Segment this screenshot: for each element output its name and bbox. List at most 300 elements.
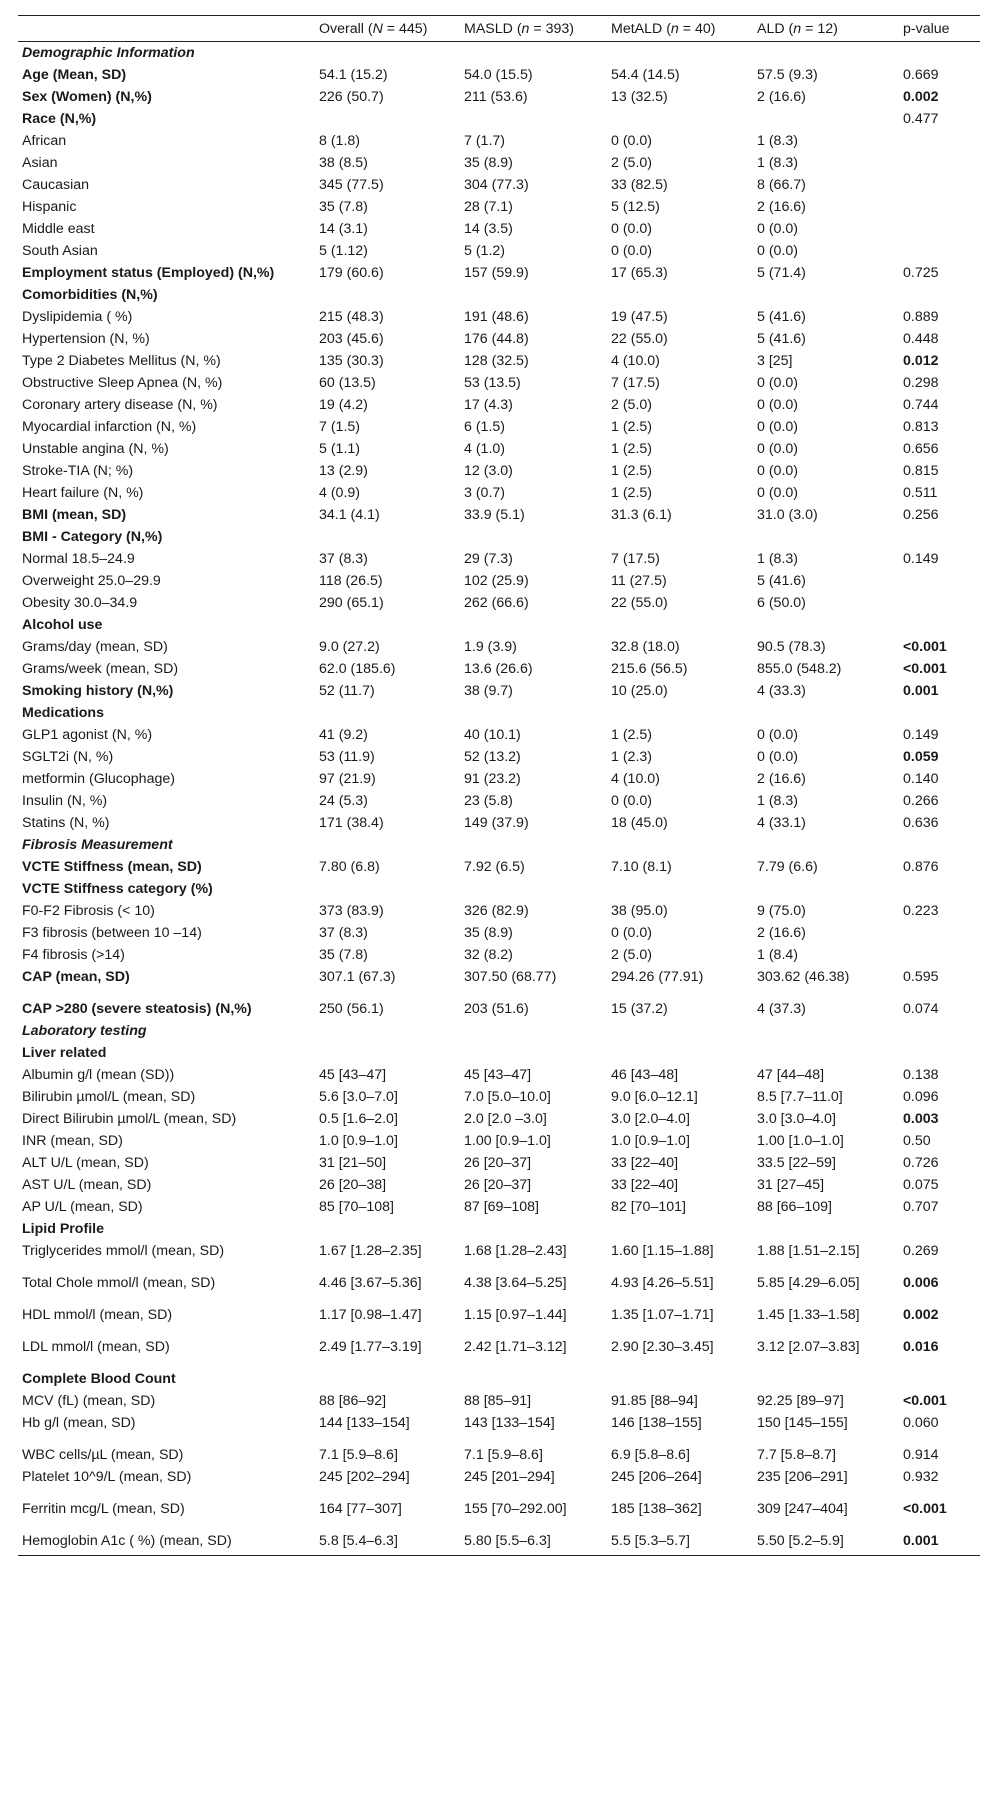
cell-overall: 45 [43–47] (319, 1067, 387, 1083)
cell-masld: 17 (4.3) (464, 397, 513, 413)
cell-overall: 31 [21–50] (319, 1155, 387, 1171)
cell-pvalue (899, 218, 980, 240)
cell-ald: 2 (16.6) (757, 771, 806, 787)
header-masld-pre: MASLD ( (464, 21, 522, 37)
cell-ald: 33.5 [22–59] (757, 1155, 836, 1171)
cell-masld: 2.0 [2.0 –3.0] (464, 1111, 547, 1127)
cell-masld: 33.9 (5.1) (464, 507, 525, 523)
table-row (18, 416, 980, 438)
row-label: CAP (mean, SD) (22, 969, 130, 985)
header-blank (18, 16, 315, 42)
cell-ald (753, 284, 899, 306)
header-pvalue: p-value (899, 16, 980, 42)
row-label: Alcohol use (22, 617, 103, 633)
cell-masld: 88 [85–91] (464, 1393, 532, 1409)
row-label: Normal 18.5–24.9 (22, 551, 135, 567)
table-row (18, 658, 980, 680)
cell-masld: 304 (77.3) (464, 177, 529, 193)
cell-masld: 3 (0.7) (464, 485, 506, 501)
cell-metald: 1.60 [1.15–1.88] (611, 1243, 714, 1259)
cell-ald: 92.25 [89–97] (757, 1393, 844, 1409)
cell-metald (607, 526, 753, 548)
row-label: Asian (22, 155, 58, 171)
cell-pvalue: 0.726 (903, 1155, 939, 1171)
cell-masld (460, 108, 607, 130)
cell-overall: 54.1 (15.2) (319, 67, 388, 83)
cell-pvalue: 0.266 (903, 793, 939, 809)
row-label: Grams/day (mean, SD) (22, 639, 168, 655)
cell-overall: 26 [20–38] (319, 1177, 387, 1193)
cell-metald: 4 (10.0) (611, 353, 660, 369)
cell-masld: 2.42 [1.71–3.12] (464, 1339, 567, 1355)
cell-ald (753, 108, 899, 130)
cell-masld: 149 (37.9) (464, 815, 529, 831)
row-label: Middle east (22, 221, 95, 237)
cell-ald: 4 (33.1) (757, 815, 806, 831)
cell-ald: 0 (0.0) (757, 463, 799, 479)
cell-overall: 37 (8.3) (319, 925, 368, 941)
header-ald-pre: ALD ( (757, 21, 794, 37)
cell-ald: 0 (0.0) (757, 485, 799, 501)
cell-metald: 2.90 [2.30–3.45] (611, 1339, 714, 1355)
cell-masld: 7.1 [5.9–8.6] (464, 1447, 543, 1463)
cell-overall: 307.1 (67.3) (319, 969, 396, 985)
cell-pvalue: 0.448 (903, 331, 939, 347)
row-label: HDL mmol/l (mean, SD) (22, 1307, 173, 1323)
row-label: Liver related (22, 1045, 107, 1061)
cell-metald (607, 834, 753, 856)
cell-pvalue: 0.149 (903, 551, 939, 567)
cell-pvalue (899, 944, 980, 966)
cell-overall (315, 1020, 460, 1042)
cell-pvalue: 0.269 (903, 1243, 939, 1259)
cell-pvalue: 0.016 (903, 1339, 939, 1355)
table-row (18, 482, 980, 504)
cell-ald: 150 [145–155] (757, 1415, 848, 1431)
table-row (18, 834, 980, 856)
cell-pvalue (899, 526, 980, 548)
cell-metald: 33 [22–40] (611, 1155, 679, 1171)
cell-ald: 1.88 [1.51–2.15] (757, 1243, 860, 1259)
cell-masld (460, 614, 607, 636)
cell-masld: 12 (3.0) (464, 463, 513, 479)
cell-metald: 0 (0.0) (611, 133, 653, 149)
cell-overall (315, 834, 460, 856)
cell-pvalue: 0.140 (903, 771, 939, 787)
cell-masld: 40 (10.1) (464, 727, 521, 743)
cell-metald: 294.26 (77.91) (611, 969, 704, 985)
row-label: Albumin g/l (mean (SD)) (22, 1067, 175, 1083)
cell-pvalue: 0.059 (903, 749, 939, 765)
cell-masld: 4 (1.0) (464, 441, 506, 457)
cell-pvalue (899, 878, 980, 900)
cell-overall: 34.1 (4.1) (319, 507, 380, 523)
cell-masld: 32 (8.2) (464, 947, 513, 963)
table-row (18, 856, 980, 878)
cell-masld: 7 (1.7) (464, 133, 506, 149)
cell-ald: 7.7 [5.8–8.7] (757, 1447, 836, 1463)
table-row (18, 570, 980, 592)
table-row (18, 1108, 980, 1130)
cell-ald (753, 1020, 899, 1042)
row-label: Demographic Information (22, 45, 195, 61)
table-row (18, 702, 980, 724)
cell-ald: 7.79 (6.6) (757, 859, 818, 875)
cell-overall: 164 [77–307] (319, 1501, 402, 1517)
cell-ald (753, 702, 899, 724)
cell-overall: 97 (21.9) (319, 771, 376, 787)
table-row (18, 1218, 980, 1240)
cell-metald: 18 (45.0) (611, 815, 668, 831)
cell-overall (315, 702, 460, 724)
table-row (18, 1272, 980, 1304)
table-row (18, 42, 980, 65)
cell-masld: 203 (51.6) (464, 1001, 529, 1017)
cell-pvalue: 0.075 (903, 1177, 939, 1193)
cell-pvalue (899, 834, 980, 856)
cell-masld: 102 (25.9) (464, 573, 529, 589)
header-ald (753, 16, 899, 42)
row-label: F4 fibrosis (>14) (22, 947, 125, 963)
cell-masld: 7.0 [5.0–10.0] (464, 1089, 551, 1105)
cell-pvalue: 0.001 (899, 1530, 980, 1556)
row-label: Fibrosis Measurement (22, 837, 173, 853)
cell-overall: 41 (9.2) (319, 727, 368, 743)
table-row (18, 614, 980, 636)
cell-metald (607, 1218, 753, 1240)
cell-metald: 0 (0.0) (611, 221, 653, 237)
cell-masld: 128 (32.5) (464, 353, 529, 369)
row-label: Complete Blood Count (22, 1371, 176, 1387)
cell-overall: 250 (56.1) (319, 1001, 384, 1017)
cell-ald: 1.45 [1.33–1.58] (757, 1307, 860, 1323)
cell-ald: 5.50 [5.2–5.9] (753, 1530, 899, 1556)
cell-pvalue: 0.50 (903, 1133, 931, 1149)
header-overall-n: N (372, 21, 383, 37)
cell-overall: 9.0 (27.2) (319, 639, 380, 655)
cell-pvalue: 0.298 (903, 375, 939, 391)
cell-metald: 19 (47.5) (611, 309, 668, 325)
cell-metald: 11 (27.5) (611, 573, 667, 589)
cell-metald: 15 (37.2) (611, 1001, 668, 1017)
cell-masld: 1.00 [0.9–1.0] (464, 1133, 551, 1149)
cell-ald: 0 (0.0) (757, 397, 799, 413)
cell-ald: 47 [44–48] (757, 1067, 825, 1083)
cell-masld: 176 (44.8) (464, 331, 529, 347)
table-row (18, 1240, 980, 1272)
cell-overall: 60 (13.5) (319, 375, 376, 391)
cell-metald: 22 (55.0) (611, 595, 668, 611)
cell-overall: 1.17 [0.98–1.47] (319, 1307, 422, 1323)
cell-pvalue: 0.813 (903, 419, 939, 435)
cell-masld: 13.6 (26.6) (464, 661, 533, 677)
header-masld-post: = 393) (529, 21, 575, 37)
cell-metald: 1 (2.5) (611, 727, 653, 743)
table-row (18, 922, 980, 944)
cell-overall: 52 (11.7) (319, 683, 375, 699)
cell-masld (460, 702, 607, 724)
table-row (18, 1020, 980, 1042)
header-ald-n: n (793, 21, 802, 37)
header-metald (607, 16, 753, 42)
row-label: CAP >280 (severe steatosis) (N,%) (22, 1001, 252, 1017)
cell-masld: 38 (9.7) (464, 683, 513, 699)
row-label: Direct Bilirubin µmol/L (mean, SD) (22, 1111, 237, 1127)
row-label: SGLT2i (N, %) (22, 749, 114, 765)
row-label: F3 fibrosis (between 10 –14) (22, 925, 202, 941)
cell-pvalue: 0.138 (903, 1067, 939, 1083)
cell-pvalue: <0.001 (903, 1393, 947, 1409)
cell-metald: 82 [70–101] (611, 1199, 686, 1215)
row-label: Obesity 30.0–34.9 (22, 595, 138, 611)
cell-masld (460, 878, 607, 900)
cell-pvalue: 0.669 (903, 67, 939, 83)
cell-ald: 3 [25] (757, 353, 793, 369)
cell-metald (607, 878, 753, 900)
cell-ald (753, 614, 899, 636)
cell-overall: 373 (83.9) (319, 903, 384, 919)
cell-masld: 5.80 [5.5–6.3] (460, 1530, 607, 1556)
table-row (18, 1174, 980, 1196)
cell-masld: 155 [70–292.00] (464, 1501, 567, 1517)
row-label: WBC cells/µL (mean, SD) (22, 1447, 184, 1463)
row-label: African (22, 133, 67, 149)
cell-pvalue: 0.707 (903, 1199, 939, 1215)
cell-ald: 9 (75.0) (757, 903, 806, 919)
cell-ald (753, 526, 899, 548)
table-row (18, 130, 980, 152)
cell-ald: 31 [27–45] (757, 1177, 825, 1193)
cell-metald: 6.9 [5.8–8.6] (611, 1447, 690, 1463)
cell-pvalue: 0.636 (903, 815, 939, 831)
cell-overall: 1.67 [1.28–2.35] (319, 1243, 422, 1259)
cell-ald: 4 (33.3) (757, 683, 806, 699)
cell-overall: 53 (11.9) (319, 749, 375, 765)
cell-ald: 1 (8.3) (757, 133, 799, 149)
cell-overall: 5.8 [5.4–6.3] (315, 1530, 460, 1556)
table-row (18, 1390, 980, 1412)
cell-pvalue: 0.656 (903, 441, 939, 457)
row-label: Hemoglobin A1c ( %) (mean, SD) (18, 1530, 315, 1556)
cell-masld (460, 1042, 607, 1064)
cell-metald: 7.10 (8.1) (611, 859, 672, 875)
row-label: Unstable angina (N, %) (22, 441, 169, 457)
cell-overall (315, 1218, 460, 1240)
cell-overall: 245 [202–294] (319, 1469, 410, 1485)
cell-masld: 53 (13.5) (464, 375, 521, 391)
cell-pvalue (899, 592, 980, 614)
cell-masld (460, 834, 607, 856)
cell-masld: 5 (1.2) (464, 243, 506, 259)
cell-pvalue: 0.001 (903, 683, 939, 699)
cell-overall: 345 (77.5) (319, 177, 384, 193)
row-label: Laboratory testing (22, 1023, 147, 1039)
cell-overall: 5 (1.1) (319, 441, 361, 457)
cell-ald: 5 (41.6) (757, 331, 806, 347)
cell-overall (315, 108, 460, 130)
cell-masld: 54.0 (15.5) (464, 67, 533, 83)
cell-pvalue (899, 1218, 980, 1240)
cell-ald: 8.5 [7.7–11.0] (757, 1089, 843, 1105)
cell-pvalue (899, 174, 980, 196)
cell-metald: 185 [138–362] (611, 1501, 702, 1517)
cell-pvalue: 0.744 (903, 397, 939, 413)
table-row (18, 350, 980, 372)
cell-overall: 179 (60.6) (319, 265, 384, 281)
cell-pvalue: 0.815 (903, 463, 939, 479)
cell-masld: 14 (3.5) (464, 221, 513, 237)
table-row (18, 592, 980, 614)
table-row (18, 768, 980, 790)
cell-masld: 245 [201–294] (464, 1469, 555, 1485)
table-row (18, 812, 980, 834)
cell-ald: 1.00 [1.0–1.0] (757, 1133, 844, 1149)
cell-metald: 32.8 (18.0) (611, 639, 680, 655)
cell-pvalue: 0.002 (903, 89, 939, 105)
table-row (18, 1466, 980, 1498)
cell-metald: 1 (2.5) (611, 419, 653, 435)
table-row (18, 1530, 980, 1556)
cell-pvalue: <0.001 (903, 661, 947, 677)
cell-ald: 0 (0.0) (757, 221, 799, 237)
cell-masld (460, 526, 607, 548)
cell-metald: 22 (55.0) (611, 331, 668, 347)
cell-ald (753, 1042, 899, 1064)
table-row (18, 636, 980, 658)
cell-ald: 4 (37.3) (757, 1001, 806, 1017)
cell-metald: 1 (2.3) (611, 749, 653, 765)
cell-overall: 35 (7.8) (319, 199, 368, 215)
cell-metald: 7 (17.5) (611, 375, 660, 391)
row-label: South Asian (22, 243, 98, 259)
cell-pvalue: 0.256 (903, 507, 939, 523)
cell-overall (315, 284, 460, 306)
cell-ald: 0 (0.0) (757, 375, 799, 391)
cell-ald: 57.5 (9.3) (757, 67, 818, 83)
cell-masld: 307.50 (68.77) (464, 969, 557, 985)
cell-overall: 226 (50.7) (319, 89, 384, 105)
cell-pvalue (899, 42, 980, 65)
cell-masld: 4.38 [3.64–5.25] (464, 1275, 567, 1291)
cell-metald: 2 (5.0) (611, 155, 653, 171)
cell-ald: 5.85 [4.29–6.05] (757, 1275, 860, 1291)
cell-pvalue: 0.932 (903, 1469, 939, 1485)
table-row (18, 966, 980, 998)
cell-masld: 143 [133–154] (464, 1415, 555, 1431)
row-label: AP U/L (mean, SD) (22, 1199, 143, 1215)
cell-overall (315, 42, 460, 65)
cell-overall: 13 (2.9) (319, 463, 368, 479)
cell-overall (315, 1042, 460, 1064)
cell-masld: 262 (66.6) (464, 595, 529, 611)
cell-ald (753, 834, 899, 856)
table-row (18, 328, 980, 350)
row-label: Myocardial infarction (N, %) (22, 419, 197, 435)
header-ald-post: = 12) (801, 21, 838, 37)
cell-ald (753, 42, 899, 65)
table-row (18, 1498, 980, 1530)
cell-overall (315, 526, 460, 548)
cell-overall: 203 (45.6) (319, 331, 384, 347)
header-metald-n: n (670, 21, 679, 37)
cell-pvalue (899, 614, 980, 636)
table-row (18, 64, 980, 86)
cell-metald (607, 108, 753, 130)
row-label: Medications (22, 705, 104, 721)
cell-pvalue: 0.003 (903, 1111, 939, 1127)
cell-overall: 0.5 [1.6–2.0] (319, 1111, 398, 1127)
row-label: Comorbidities (N,%) (22, 287, 158, 303)
row-label: Race (N,%) (22, 111, 97, 127)
cell-masld (460, 42, 607, 65)
cell-overall: 24 (5.3) (319, 793, 368, 809)
cell-ald: 0 (0.0) (757, 749, 799, 765)
cell-overall: 144 [133–154] (319, 1415, 410, 1431)
table-row (18, 1412, 980, 1444)
cell-masld: 29 (7.3) (464, 551, 513, 567)
cell-ald: 303.62 (46.38) (757, 969, 850, 985)
header-metald-post: = 40) (678, 21, 716, 37)
cell-metald (607, 1368, 753, 1390)
cell-overall (315, 614, 460, 636)
row-label: Hispanic (22, 199, 77, 215)
cell-pvalue: 0.096 (903, 1089, 939, 1105)
cell-metald: 17 (65.3) (611, 265, 668, 281)
cell-ald: 1 (8.3) (757, 793, 799, 809)
table-row (18, 1196, 980, 1218)
cell-metald: 146 [138–155] (611, 1415, 702, 1431)
cell-pvalue: 0.725 (903, 265, 939, 281)
cell-masld (460, 1020, 607, 1042)
cell-metald: 9.0 [6.0–12.1] (611, 1089, 698, 1105)
table-row (18, 284, 980, 306)
row-label: F0-F2 Fibrosis (< 10) (22, 903, 155, 919)
table-row (18, 460, 980, 482)
table-row (18, 878, 980, 900)
header-masld-n: n (521, 21, 530, 37)
row-label: Caucasian (22, 177, 90, 193)
row-label: ALT U/L (mean, SD) (22, 1155, 149, 1171)
cell-overall: 118 (26.5) (319, 573, 383, 589)
cell-metald: 2 (5.0) (611, 397, 653, 413)
table-row (18, 372, 980, 394)
table-row (18, 1304, 980, 1336)
cell-ald (753, 878, 899, 900)
cell-pvalue: 0.074 (903, 1001, 939, 1017)
row-label: Employment status (Employed) (N,%) (22, 265, 275, 281)
cell-metald: 0 (0.0) (611, 243, 653, 259)
table-row (18, 306, 980, 328)
cell-overall (315, 878, 460, 900)
cell-masld: 1.9 (3.9) (464, 639, 517, 655)
cell-ald: 1 (8.4) (757, 947, 799, 963)
table-row (18, 548, 980, 570)
cell-masld: 1.68 [1.28–2.43] (464, 1243, 567, 1259)
table-row (18, 1368, 980, 1390)
header-overall-pre: Overall ( (319, 21, 373, 37)
characteristics-table (18, 15, 980, 1556)
table-row (18, 724, 980, 746)
table-row (18, 900, 980, 922)
cell-pvalue (899, 284, 980, 306)
cell-masld: 23 (5.8) (464, 793, 513, 809)
table-row (18, 174, 980, 196)
row-label: Triglycerides mmol/l (mean, SD) (22, 1243, 225, 1259)
row-label: Lipid Profile (22, 1221, 104, 1237)
row-label: GLP1 agonist (N, %) (22, 727, 153, 743)
table-row (18, 262, 980, 284)
cell-pvalue: 0.223 (903, 903, 939, 919)
